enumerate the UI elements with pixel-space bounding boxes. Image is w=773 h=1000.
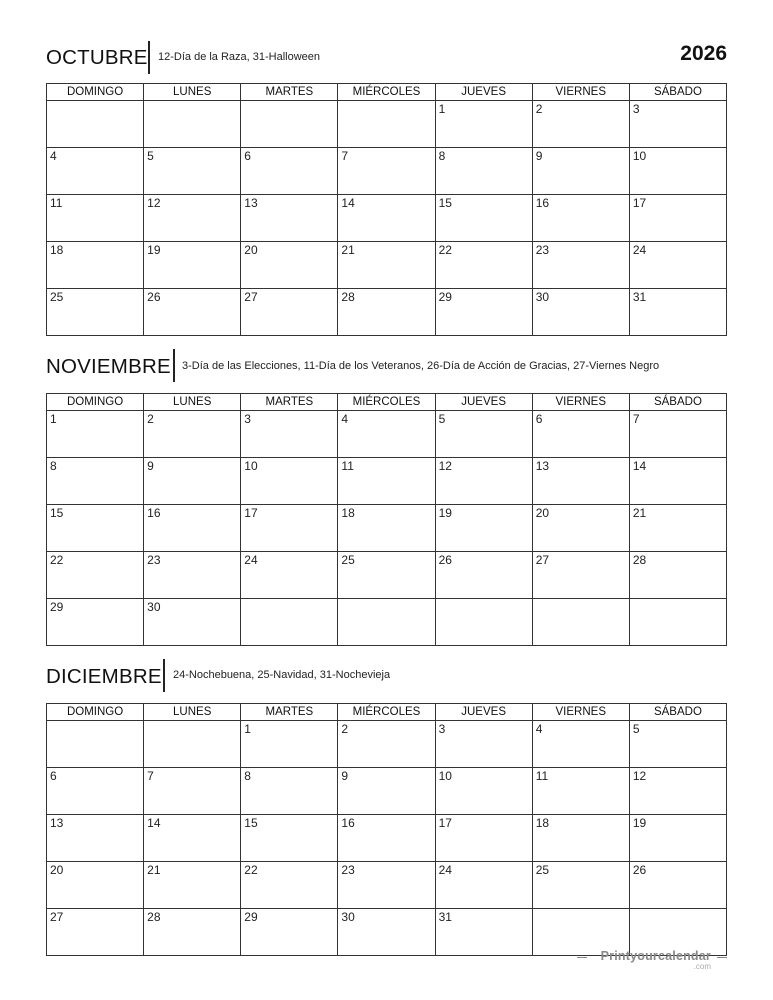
day-number: 10 xyxy=(632,149,647,163)
week-row xyxy=(47,195,727,242)
day-cell xyxy=(532,721,629,768)
day-number: 11 xyxy=(535,769,549,783)
day-number: 10 xyxy=(244,459,258,473)
day-number: 25 xyxy=(535,863,550,877)
day-number: 16 xyxy=(535,196,550,210)
day-cell xyxy=(144,505,241,552)
week-row xyxy=(47,599,727,646)
day-number xyxy=(533,599,629,600)
day-number: 21 xyxy=(147,863,161,877)
day-cell xyxy=(532,289,629,336)
day-number: 23 xyxy=(341,863,355,877)
day-cell xyxy=(629,815,726,862)
day-cell xyxy=(435,289,532,336)
day-number: 19 xyxy=(147,243,161,257)
weekday-header: MARTES xyxy=(241,394,338,411)
day-cell xyxy=(532,768,629,815)
day-number: 27 xyxy=(244,290,258,304)
day-number: 12 xyxy=(438,459,452,473)
weekday-header: JUEVES xyxy=(435,704,532,721)
weekday-header: DOMINGO xyxy=(47,394,144,411)
day-cell xyxy=(435,242,532,289)
month-november xyxy=(46,349,727,614)
day-cell xyxy=(435,815,532,862)
day-cell xyxy=(435,862,532,909)
day-number: 5 xyxy=(147,149,154,163)
weekday-header-row xyxy=(47,84,727,101)
day-number: 29 xyxy=(50,600,64,614)
holiday-list: 12-Día de la Raza, 31-Halloween xyxy=(158,51,321,63)
day-number xyxy=(47,101,143,102)
day-number: 25 xyxy=(341,553,355,567)
day-number: 30 xyxy=(341,910,355,924)
day-number: 28 xyxy=(341,290,355,304)
day-cell xyxy=(144,552,241,599)
day-cell xyxy=(629,148,726,195)
day-number: 16 xyxy=(341,816,355,830)
day-number: 3 xyxy=(244,412,251,426)
weekday-header: MARTES xyxy=(241,704,338,721)
day-number: 20 xyxy=(50,863,64,877)
day-number: 21 xyxy=(632,506,647,520)
day-number: 1 xyxy=(438,102,446,116)
day-cell xyxy=(241,768,338,815)
day-cell xyxy=(338,458,435,505)
day-cell xyxy=(144,148,241,195)
day-number: 17 xyxy=(438,816,452,830)
week-row xyxy=(47,862,727,909)
day-cell xyxy=(144,721,241,768)
day-cell xyxy=(241,101,338,148)
week-row xyxy=(47,552,727,599)
week-row xyxy=(47,505,727,552)
day-cell xyxy=(47,101,144,148)
day-number: 18 xyxy=(50,243,64,257)
day-cell xyxy=(47,148,144,195)
day-cell xyxy=(47,195,144,242)
day-cell xyxy=(532,599,629,646)
day-cell xyxy=(144,458,241,505)
day-cell xyxy=(532,505,629,552)
day-cell xyxy=(47,289,144,336)
day-cell xyxy=(338,195,435,242)
day-number xyxy=(630,599,726,600)
day-number: 8 xyxy=(438,149,446,163)
day-number: 21 xyxy=(341,243,355,257)
day-cell xyxy=(629,195,726,242)
day-cell xyxy=(435,505,532,552)
day-cell xyxy=(144,909,241,956)
day-number: 23 xyxy=(147,553,161,567)
day-number: 19 xyxy=(632,816,647,830)
day-number: 31 xyxy=(438,910,452,924)
week-row xyxy=(47,721,727,768)
day-number xyxy=(47,721,143,722)
week-row xyxy=(47,289,727,336)
year-label: 2026 xyxy=(680,42,727,65)
month-header xyxy=(46,40,727,84)
title-separator xyxy=(148,41,150,74)
day-cell xyxy=(629,768,726,815)
day-cell xyxy=(47,242,144,289)
day-number: 14 xyxy=(341,196,355,210)
day-number: 13 xyxy=(535,459,550,473)
day-cell xyxy=(47,768,144,815)
day-cell xyxy=(241,289,338,336)
day-cell xyxy=(144,242,241,289)
day-number: 11 xyxy=(341,459,354,473)
week-row xyxy=(47,101,727,148)
day-number: 5 xyxy=(632,722,640,736)
day-cell xyxy=(629,505,726,552)
day-cell xyxy=(532,862,629,909)
week-rows xyxy=(47,101,727,336)
day-cell xyxy=(144,815,241,862)
day-number: 28 xyxy=(632,553,647,567)
weekday-header: JUEVES xyxy=(435,84,532,101)
holiday-list: 3-Día de las Elecciones, 11-Día de los Veteranos, 26-Día de Acción de Gracias, 27-Viernes Negro xyxy=(182,360,660,372)
day-number: 6 xyxy=(535,412,543,426)
day-cell xyxy=(435,909,532,956)
day-number: 18 xyxy=(341,506,355,520)
day-number: 28 xyxy=(147,910,161,924)
day-cell xyxy=(241,862,338,909)
day-number: 6 xyxy=(244,149,251,163)
day-cell xyxy=(629,411,726,458)
weekday-header-row xyxy=(47,394,727,411)
day-number: 6 xyxy=(50,769,57,783)
day-cell xyxy=(435,599,532,646)
day-cell xyxy=(435,101,532,148)
day-cell xyxy=(241,242,338,289)
day-number: 25 xyxy=(50,290,64,304)
day-number: 24 xyxy=(438,863,452,877)
day-cell xyxy=(532,148,629,195)
day-cell xyxy=(338,411,435,458)
day-number: 22 xyxy=(50,553,64,567)
day-cell xyxy=(338,721,435,768)
day-cell xyxy=(241,458,338,505)
day-cell xyxy=(338,505,435,552)
day-cell xyxy=(338,862,435,909)
day-cell xyxy=(338,242,435,289)
day-cell xyxy=(47,909,144,956)
day-cell xyxy=(47,411,144,458)
day-number: 12 xyxy=(147,196,161,210)
day-cell xyxy=(338,909,435,956)
day-number: 7 xyxy=(147,769,154,783)
brand-name: Printyourcalendar xyxy=(600,949,711,963)
day-cell xyxy=(338,552,435,599)
weekday-header: LUNES xyxy=(144,704,241,721)
day-number xyxy=(241,599,337,600)
day-number: 26 xyxy=(632,863,647,877)
day-number: 7 xyxy=(341,149,349,163)
day-number: 1 xyxy=(50,412,57,426)
day-cell xyxy=(241,195,338,242)
weekday-header: LUNES xyxy=(144,84,241,101)
brand-rule-left xyxy=(577,957,587,958)
day-number: 14 xyxy=(147,816,161,830)
weekday-header: LUNES xyxy=(144,394,241,411)
day-number xyxy=(436,599,532,600)
day-cell xyxy=(47,721,144,768)
week-row xyxy=(47,148,727,195)
calendar-grid xyxy=(46,703,727,956)
day-number: 13 xyxy=(244,196,258,210)
day-cell xyxy=(629,289,726,336)
day-number: 9 xyxy=(147,459,154,473)
month-october xyxy=(46,40,727,304)
day-number: 14 xyxy=(632,459,647,473)
day-cell xyxy=(532,242,629,289)
weekday-header-row xyxy=(47,704,727,721)
day-number: 8 xyxy=(244,769,251,783)
day-number: 2 xyxy=(535,102,543,116)
day-cell xyxy=(629,552,726,599)
day-number: 10 xyxy=(438,769,452,783)
month-title: OCTUBRE xyxy=(46,46,148,69)
day-cell xyxy=(532,552,629,599)
weekday-header: VIERNES xyxy=(532,704,629,721)
day-number: 4 xyxy=(535,722,543,736)
calendar-grid xyxy=(46,83,727,336)
day-number: 22 xyxy=(438,243,452,257)
week-rows xyxy=(47,411,727,646)
day-cell xyxy=(435,195,532,242)
day-cell xyxy=(629,458,726,505)
day-cell xyxy=(144,768,241,815)
day-cell xyxy=(629,242,726,289)
day-number xyxy=(533,909,629,910)
day-cell xyxy=(629,721,726,768)
day-number: 24 xyxy=(244,553,258,567)
day-number: 16 xyxy=(147,506,161,520)
day-cell xyxy=(47,815,144,862)
weekday-header: VIERNES xyxy=(532,394,629,411)
day-cell xyxy=(144,862,241,909)
day-cell xyxy=(241,599,338,646)
day-cell xyxy=(144,599,241,646)
day-number: 3 xyxy=(632,102,640,116)
day-number: 8 xyxy=(50,459,57,473)
day-number: 26 xyxy=(147,290,161,304)
month-december xyxy=(46,659,727,924)
month-header xyxy=(46,349,727,393)
weekday-header: JUEVES xyxy=(435,394,532,411)
title-separator xyxy=(163,659,165,692)
day-cell xyxy=(532,458,629,505)
week-row xyxy=(47,458,727,505)
day-number: 24 xyxy=(632,243,647,257)
day-cell xyxy=(629,862,726,909)
week-row xyxy=(47,242,727,289)
day-cell xyxy=(338,815,435,862)
day-number: 3 xyxy=(438,722,446,736)
day-number: 19 xyxy=(438,506,452,520)
day-number: 22 xyxy=(244,863,258,877)
weekday-header: SÁBADO xyxy=(629,394,726,411)
day-cell xyxy=(435,721,532,768)
day-cell xyxy=(47,599,144,646)
day-cell xyxy=(47,862,144,909)
day-cell xyxy=(241,721,338,768)
day-cell xyxy=(241,815,338,862)
day-cell xyxy=(241,411,338,458)
week-row xyxy=(47,815,727,862)
day-number xyxy=(338,101,434,102)
day-number: 18 xyxy=(535,816,550,830)
brand-suffix: .com xyxy=(693,962,711,971)
month-title: NOVIEMBRE xyxy=(46,355,171,378)
day-number xyxy=(630,909,726,910)
day-number: 2 xyxy=(147,412,154,426)
day-number: 12 xyxy=(632,769,647,783)
day-number: 26 xyxy=(438,553,452,567)
day-number xyxy=(144,101,240,102)
weekday-header: MIÉRCOLES xyxy=(338,394,435,411)
day-number: 15 xyxy=(438,196,452,210)
day-number: 1 xyxy=(244,722,251,736)
day-cell xyxy=(338,289,435,336)
day-cell xyxy=(338,599,435,646)
day-number: 5 xyxy=(438,412,446,426)
weekday-header: SÁBADO xyxy=(629,84,726,101)
weekday-header: SÁBADO xyxy=(629,704,726,721)
weekday-header: VIERNES xyxy=(532,84,629,101)
day-number xyxy=(241,101,337,102)
title-separator xyxy=(173,349,175,382)
weekday-header: MIÉRCOLES xyxy=(338,704,435,721)
day-cell xyxy=(532,195,629,242)
day-number: 30 xyxy=(147,600,161,614)
day-cell xyxy=(144,411,241,458)
day-number: 9 xyxy=(341,769,349,783)
day-cell xyxy=(241,505,338,552)
weekday-header: MIÉRCOLES xyxy=(338,84,435,101)
weekday-header: DOMINGO xyxy=(47,84,144,101)
week-rows xyxy=(47,721,727,956)
day-cell xyxy=(47,505,144,552)
day-number: 27 xyxy=(535,553,550,567)
day-number: 15 xyxy=(50,506,64,520)
day-number: 27 xyxy=(50,910,64,924)
day-number: 20 xyxy=(535,506,550,520)
week-row xyxy=(47,411,727,458)
day-number: 9 xyxy=(535,149,543,163)
day-cell xyxy=(435,768,532,815)
day-number: 20 xyxy=(244,243,258,257)
day-number: 4 xyxy=(50,149,57,163)
day-number: 4 xyxy=(341,412,349,426)
day-cell xyxy=(47,552,144,599)
brand-rule-right xyxy=(717,957,727,958)
day-cell xyxy=(629,599,726,646)
day-number: 13 xyxy=(50,816,64,830)
day-number: 29 xyxy=(438,290,452,304)
day-cell xyxy=(144,195,241,242)
day-cell xyxy=(144,101,241,148)
calendar-grid xyxy=(46,393,727,646)
day-number: 2 xyxy=(341,722,349,736)
day-number: 23 xyxy=(535,243,550,257)
day-number: 15 xyxy=(244,816,258,830)
day-cell xyxy=(532,815,629,862)
day-number: 17 xyxy=(632,196,647,210)
month-header xyxy=(46,659,727,703)
day-cell xyxy=(241,909,338,956)
day-number: 31 xyxy=(632,290,647,304)
day-cell xyxy=(241,552,338,599)
day-cell xyxy=(435,458,532,505)
weekday-header: MARTES xyxy=(241,84,338,101)
weekday-header: DOMINGO xyxy=(47,704,144,721)
day-number xyxy=(338,599,434,600)
day-cell xyxy=(47,458,144,505)
day-number: 17 xyxy=(244,506,258,520)
day-cell xyxy=(629,101,726,148)
day-number: 7 xyxy=(632,412,640,426)
day-number: 11 xyxy=(50,196,63,210)
month-title: DICIEMBRE xyxy=(46,665,162,688)
day-number: 29 xyxy=(244,910,258,924)
day-number: 30 xyxy=(535,290,550,304)
day-cell xyxy=(532,101,629,148)
day-cell xyxy=(241,148,338,195)
day-cell xyxy=(338,148,435,195)
day-cell xyxy=(338,101,435,148)
brand-logo xyxy=(577,949,727,975)
day-cell xyxy=(144,289,241,336)
week-row xyxy=(47,768,727,815)
holiday-list: 24-Nochebuena, 25-Navidad, 31-Nochevieja xyxy=(173,669,391,681)
day-cell xyxy=(338,768,435,815)
day-number xyxy=(144,721,240,722)
day-cell xyxy=(532,411,629,458)
day-cell xyxy=(435,411,532,458)
day-cell xyxy=(435,148,532,195)
day-cell xyxy=(435,552,532,599)
